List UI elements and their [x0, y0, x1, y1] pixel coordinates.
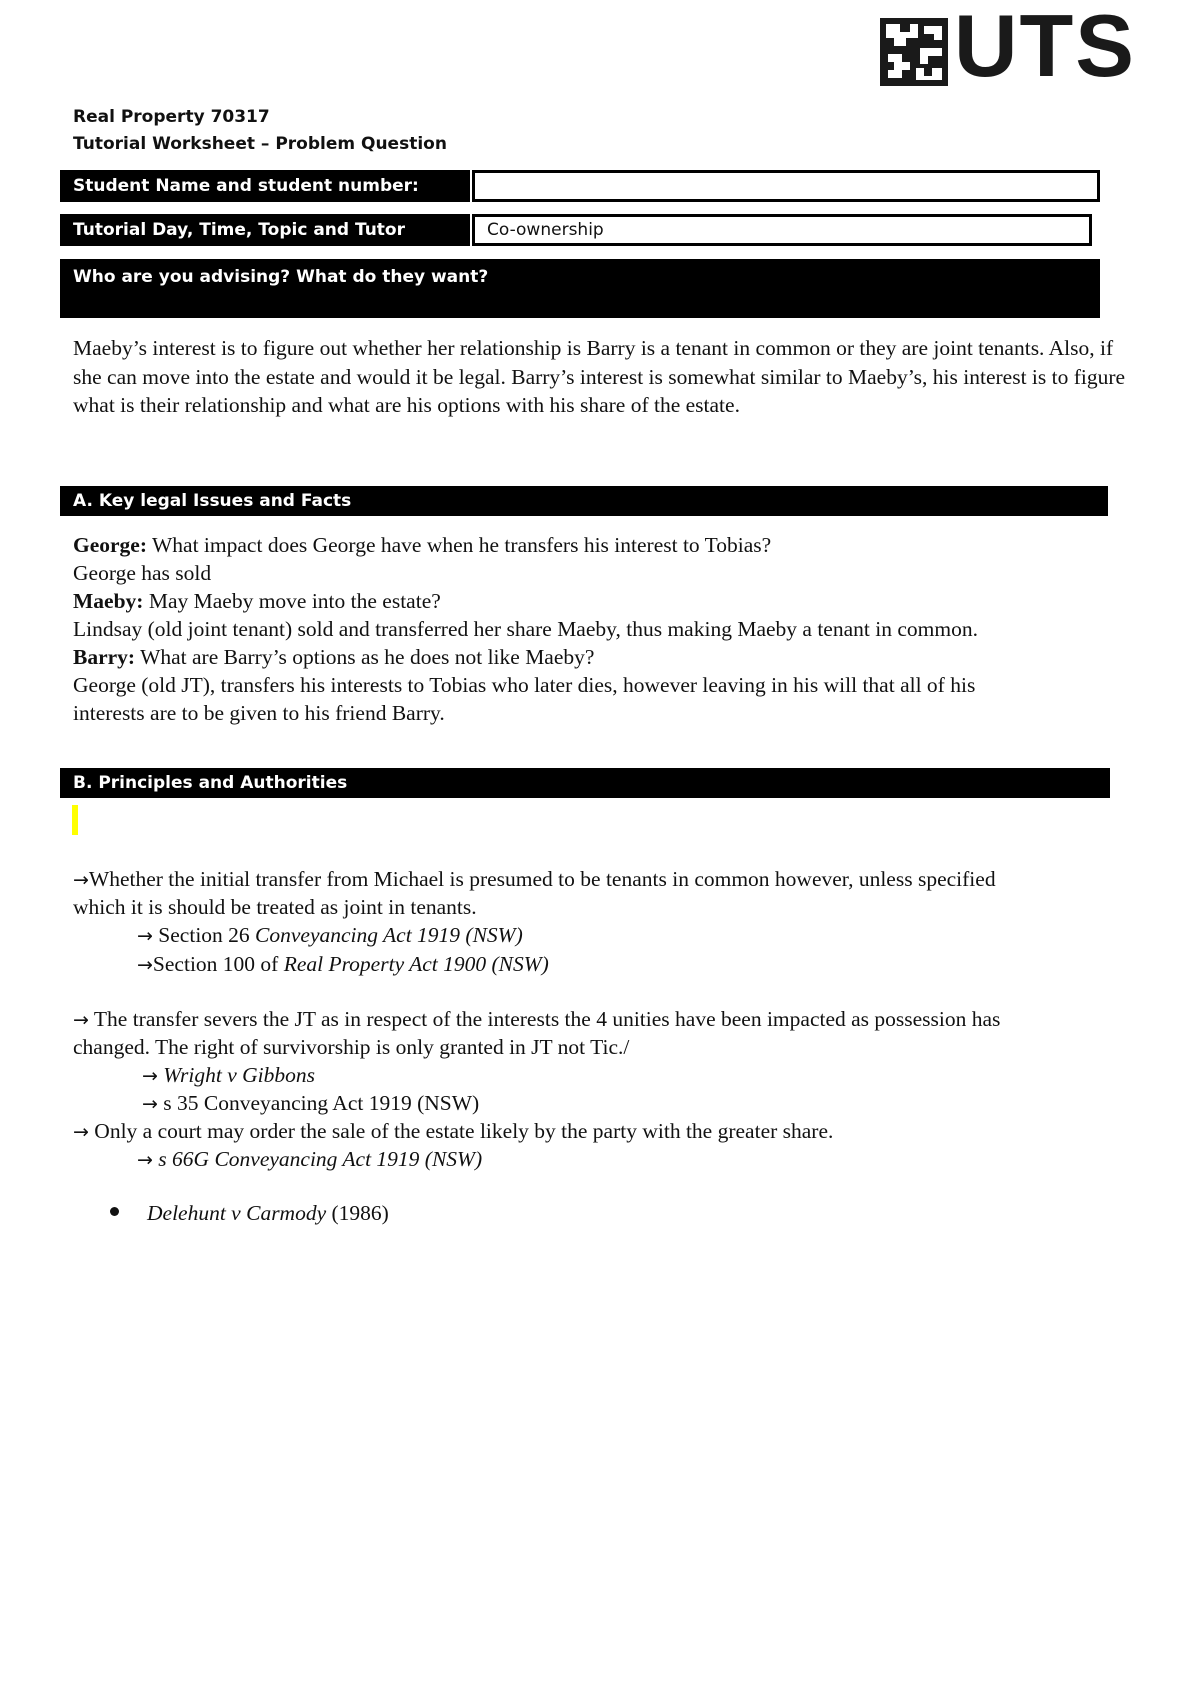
arrow-icon: → [142, 1093, 158, 1115]
principle-2-line-2: changed. The right of survivorship is only granted in JT not Tic./ [73, 1035, 630, 1059]
worksheet-title: Tutorial Worksheet – Problem Question [73, 134, 447, 154]
authority-wright [142, 1061, 315, 1090]
george-question: What impact does George have when he transfers his interest to Tobias? [147, 533, 772, 557]
yellow-highlight-mark [72, 805, 78, 835]
s100-act: Real Property Act 1900 (NSW) [283, 952, 549, 976]
s26-act: Conveyancing Act 1919 (NSW) [255, 923, 523, 947]
barry-fact-line-1: George (old JT), transfers his interests to Tobias who later dies, however leaving in his will that all of his [73, 673, 976, 697]
student-input[interactable] [472, 170, 1100, 202]
arrow-icon: → [73, 1009, 89, 1031]
tutorial-row [60, 214, 1100, 246]
barry-question: What are Barry’s options as he does not like Maeby? [135, 645, 595, 669]
tutorial-label: Tutorial Day, Time, Topic and Tutor [60, 214, 470, 246]
maeby-fact: Lindsay (old joint tenant) sold and transferred her share Maeby, thus making Maeby a tenant in common. [73, 617, 978, 641]
bullet-item [147, 1199, 389, 1227]
advising-body: Maeby’s interest is to figure out whether her relationship is Barry is a tenant in common or they are joint tenants. Also, if she can move into the estate and would it be legal. Barry’s interest is somewhat similar to Maeby’s, his interest is to figure what is their relationship and what are his options with his share of the estate. [73, 336, 1126, 417]
authority-s100 [137, 950, 549, 979]
tutorial-input[interactable]: Co-ownership [472, 214, 1092, 246]
delehunt-case: Delehunt v Carmody [147, 1201, 327, 1225]
authority-s66g [137, 1145, 482, 1174]
arrow-icon: → [137, 1149, 153, 1171]
section-a-heading: A. Key legal Issues and Facts [60, 486, 1108, 516]
student-row [60, 170, 1100, 202]
principle-3 [73, 1117, 833, 1146]
course-title: Real Property 70317 [73, 107, 270, 127]
uts-logo [880, 0, 1136, 95]
principle-2-line-1 [73, 1005, 1000, 1034]
arrow-icon: → [73, 869, 89, 891]
s100-prefix: Section 100 of [152, 952, 284, 976]
advising-heading: Who are you advising? What do they want? [60, 259, 1100, 318]
bullet-icon [110, 1207, 119, 1216]
barry-issue [73, 643, 594, 671]
george-issue [73, 531, 771, 559]
george-label: George: [73, 533, 148, 557]
barry-fact-line-2: interests are to be given to his friend Barry. [73, 701, 445, 725]
s26-prefix: Section 26 [152, 923, 256, 947]
barry-label: Barry: [73, 645, 136, 669]
principle-3-text: Only a court may order the sale of the estate likely by the party with the greater share. [88, 1119, 834, 1143]
authority-s35 [142, 1089, 479, 1118]
principle-1-line-1 [73, 865, 996, 894]
maeby-label: Maeby: [73, 589, 144, 613]
logo-wordmark: UTS [954, 0, 1136, 95]
principle-2-text: The transfer severs the JT as in respect of the interests the 4 unities have been impacted as possession has [88, 1007, 1001, 1031]
s66g-text: s 66G Conveyancing Act 1919 (NSW) [152, 1147, 483, 1171]
principle-1-line-2: which it is should be treated as joint in tenants. [73, 895, 477, 919]
s35-text: s 35 Conveyancing Act 1919 (NSW) [157, 1091, 480, 1115]
authority-s26 [137, 921, 523, 950]
document-header [73, 104, 447, 158]
wright-case: Wright v Gibbons [157, 1063, 315, 1087]
uts-crest-icon [880, 18, 948, 86]
arrow-icon: → [137, 925, 153, 947]
arrow-icon: → [142, 1065, 158, 1087]
section-b-heading: B. Principles and Authorities [60, 768, 1110, 798]
arrow-icon: → [73, 1121, 89, 1143]
student-label: Student Name and student number: [60, 170, 470, 202]
delehunt-year: (1986) [326, 1201, 389, 1225]
george-fact: George has sold [73, 561, 212, 585]
arrow-icon: → [137, 954, 153, 976]
maeby-issue [73, 587, 441, 615]
maeby-question: May Maeby move into the estate? [143, 589, 441, 613]
principle-1-text: Whether the initial transfer from Michael is presumed to be tenants in common however, unless specified [88, 867, 996, 891]
